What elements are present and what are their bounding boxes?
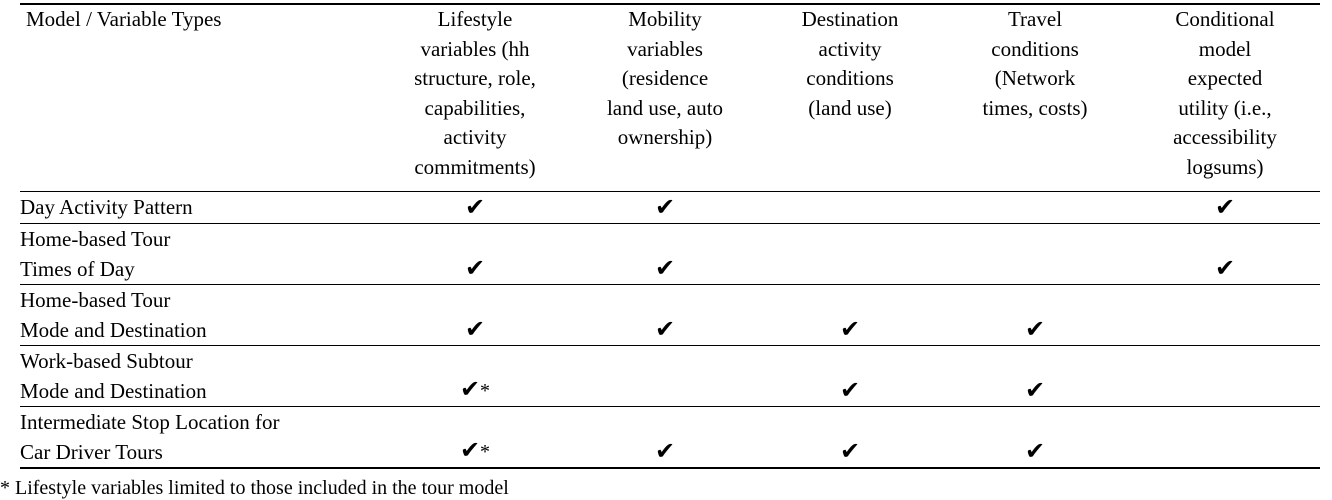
cell-conditional	[1130, 285, 1320, 346]
header-line: conditions	[806, 66, 894, 90]
cell-destination	[760, 285, 940, 346]
header-line: (land use)	[808, 95, 892, 120]
cell-lifestyle	[380, 407, 570, 469]
header-line: utility (i.e.,	[1178, 95, 1272, 120]
model-variable-table	[20, 3, 1320, 469]
row-label-line: Mode and Destination	[20, 318, 207, 342]
cell-travel	[940, 285, 1130, 346]
row-label-line: Work-based Subtour	[20, 349, 193, 373]
header-line: commitments)	[414, 154, 536, 179]
row-label-line: Mode and Destination	[20, 379, 207, 403]
header-line: Destination	[801, 7, 899, 31]
check-icon: ✔	[839, 315, 861, 343]
cell-travel	[940, 224, 1130, 285]
check-icon: ✔	[654, 437, 676, 465]
row-label	[20, 224, 380, 285]
cell-conditional	[1130, 346, 1320, 407]
header-line: ownership)	[617, 125, 713, 149]
row-label	[20, 285, 380, 346]
header-line: accessibility	[1173, 125, 1277, 149]
header-line: times, costs)	[982, 95, 1088, 120]
cell-lifestyle	[380, 192, 570, 224]
header-line: land use, auto	[606, 95, 724, 120]
cell-destination	[760, 346, 940, 407]
cell-lifestyle	[380, 346, 570, 407]
cell-conditional	[1130, 192, 1320, 224]
table-footnote: * Lifestyle variables limited to those included in the tour model	[0, 477, 509, 499]
row-label-line: Car Driver Tours	[20, 440, 163, 464]
check-icon: ✔	[654, 193, 676, 221]
check-icon: ✔	[459, 375, 481, 403]
check-icon: ✔	[1214, 254, 1236, 282]
row-label	[20, 407, 380, 469]
cell-destination	[760, 224, 940, 285]
cell-lifestyle	[380, 285, 570, 346]
header-line: (Network	[994, 66, 1076, 90]
check-icon: ✔	[464, 193, 486, 221]
row-label-line: Home-based Tour	[20, 227, 171, 251]
table-header	[20, 4, 1320, 192]
header-line: activity	[818, 36, 882, 61]
header-line: Travel	[1007, 7, 1063, 31]
header-line: activity	[443, 125, 507, 149]
header-line: Mobility	[628, 7, 702, 31]
table-body	[20, 192, 1320, 469]
check-icon: ✔	[459, 436, 481, 464]
header-line: variables	[627, 36, 703, 61]
row-label	[20, 192, 380, 224]
header-line: structure, role,	[414, 66, 536, 90]
asterisk-footnote-marker: *	[480, 380, 491, 402]
header-line: capabilities,	[424, 95, 526, 120]
cell-conditional	[1130, 224, 1320, 285]
check-icon: ✔	[1024, 437, 1046, 465]
header-lifestyle-variables	[380, 4, 570, 192]
header-line: Conditional	[1175, 7, 1275, 31]
header-line: logsums)	[1186, 154, 1264, 179]
cell-travel	[940, 192, 1130, 224]
row-label-line: Intermediate Stop Location for	[20, 410, 280, 434]
table-row	[20, 346, 1320, 407]
header-line: variables (hh	[420, 36, 530, 61]
header-mobility-variables	[570, 4, 760, 192]
cell-lifestyle	[380, 224, 570, 285]
asterisk-footnote-marker: *	[480, 441, 491, 463]
table-row	[20, 224, 1320, 285]
cell-conditional	[1130, 407, 1320, 469]
cell-mobility	[570, 285, 760, 346]
row-label-line: Times of Day	[20, 257, 135, 281]
table-row	[20, 285, 1320, 346]
cell-travel	[940, 346, 1130, 407]
row-label-line: Day Activity Pattern	[20, 195, 193, 219]
check-icon: ✔	[1214, 193, 1236, 221]
check-icon: ✔	[1024, 315, 1046, 343]
cell-mobility	[570, 407, 760, 469]
header-destination-activity-conditions	[760, 4, 940, 192]
header-travel-conditions	[940, 4, 1130, 192]
check-icon: ✔	[464, 254, 486, 282]
header-line: model	[1198, 36, 1252, 61]
check-icon: ✔	[654, 315, 676, 343]
table-row	[20, 192, 1320, 224]
header-line: Lifestyle	[437, 7, 513, 31]
header-line: conditions	[991, 36, 1079, 61]
table-row	[20, 407, 1320, 469]
cell-mobility	[570, 192, 760, 224]
header-line: (residence	[621, 66, 709, 90]
header-row	[20, 4, 1320, 192]
check-icon: ✔	[839, 376, 861, 404]
header-conditional-model-expected-utility	[1130, 4, 1320, 192]
header-line: Model / Variable Types	[26, 7, 222, 31]
check-icon: ✔	[654, 254, 676, 282]
cell-mobility	[570, 224, 760, 285]
check-icon: ✔	[464, 315, 486, 343]
row-label	[20, 346, 380, 407]
check-icon: ✔	[1024, 376, 1046, 404]
header-line: expected	[1187, 66, 1263, 90]
cell-destination	[760, 407, 940, 469]
header-model-variable-types	[20, 4, 380, 192]
row-label-line: Home-based Tour	[20, 288, 171, 312]
cell-mobility	[570, 346, 760, 407]
cell-travel	[940, 407, 1130, 469]
check-icon: ✔	[839, 437, 861, 465]
cell-destination	[760, 192, 940, 224]
